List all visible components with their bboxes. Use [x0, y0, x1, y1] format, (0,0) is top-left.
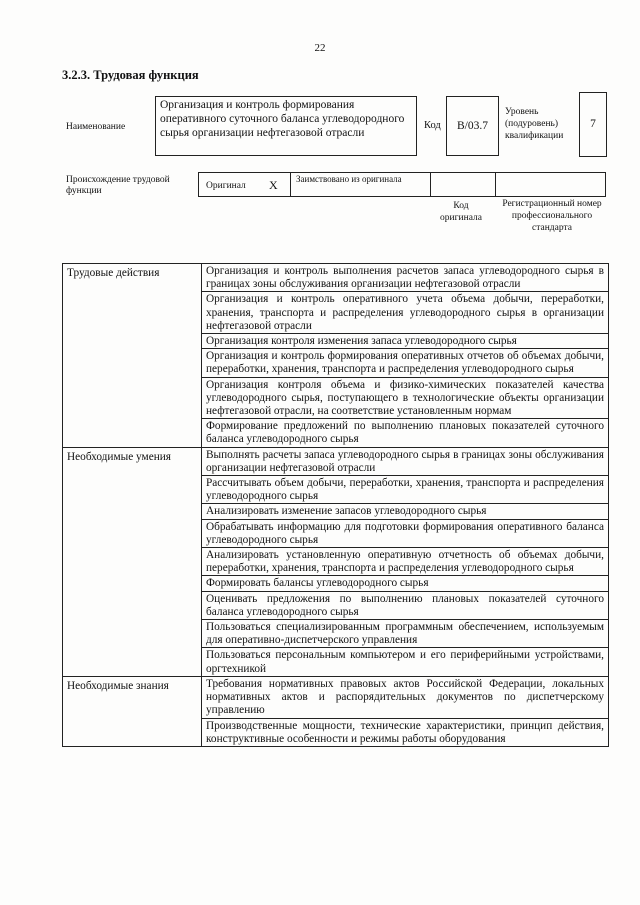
- section-category: Необходимые знания: [63, 676, 202, 746]
- code-label: Код: [424, 120, 441, 131]
- section-item: Обрабатывать информацию для подготовки формирования оперативного баланса углеводородного сырья: [202, 519, 609, 547]
- section-category: Необходимые умения: [63, 447, 202, 676]
- qualification-level-label: Уровень (подуровень) квалификации: [505, 107, 564, 141]
- section-item: Анализировать установленную оперативную отчетность об объемах добычи, переработки, хранения, транспорта и распределения углеводородного сырья: [202, 548, 609, 576]
- original-cell: [199, 173, 291, 196]
- original-mark: X: [269, 178, 278, 192]
- section-item: Пользоваться персональным компьютером и его периферийными устройствами, оргтехникой: [202, 648, 609, 676]
- function-name-value: Организация и контроль формирования оперативного суточного баланса углеводородного сырья организации нефтегазовой отрасли: [155, 96, 417, 156]
- section-item: Организация и контроль формирования оперативных отчетов об объемах добычи, переработки, хранения, транспорта и распределения углеводородного сырья: [202, 349, 609, 377]
- original-label: Оригинал: [206, 181, 246, 191]
- section-item: Организация и контроль выполнения расчетов запаса углеводородного сырья в границах зоны обслуживания организации нефтегазовой отрасли: [202, 264, 609, 292]
- section-item: Организация и контроль оперативного учета объема добычи, переработки, хранения, транспорта и распределения углеводородного сырья в организации нефтегазовой отрасли: [202, 292, 609, 334]
- table-row: [63, 447, 609, 475]
- section-title: 3.2.3. Трудовая функция: [62, 68, 199, 82]
- section-item: Выполнять расчеты запаса углеводородного сырья в границах зоны обслуживания организации нефтегазовой отрасли: [202, 447, 609, 475]
- table-row: [63, 676, 609, 718]
- section-item: Формировать балансы углеводородного сырья: [202, 576, 609, 591]
- function-details-table: [62, 263, 609, 747]
- section-item: Формирование предложений по выполнению плановых показателей суточного баланса углеводородного сырья: [202, 419, 609, 447]
- reg-number-label: Регистрационный номер профессионального стандарта: [502, 199, 602, 233]
- section-item: Анализировать изменение запасов углеводородного сырья: [202, 504, 609, 519]
- section-item: Требования нормативных правовых актов Российской Федерации, локальных нормативных актов и распорядительных документов по диспетчерскому управлению: [202, 676, 609, 718]
- section-item: Организация контроля изменения запаса углеводородного сырья: [202, 334, 609, 349]
- section-category: Трудовые действия: [63, 264, 202, 448]
- borrowed-label: Заимствовано из оригинала: [291, 173, 431, 196]
- section-item: Рассчитывать объем добычи, переработки, хранения, транспорта и распределения углеводородного сырья: [202, 476, 609, 504]
- code-value: В/03.7: [446, 96, 499, 156]
- original-code-label: Код оригинала: [440, 201, 482, 223]
- page-number: 22: [314, 42, 326, 54]
- name-label: Наименование: [66, 122, 126, 132]
- section-item: Производственные мощности, технические характеристики, принцип действия, конструктивные особенности и режимы работы оборудования: [202, 718, 609, 746]
- qualification-level-value: 7: [579, 92, 607, 157]
- blank-cell: [431, 173, 496, 196]
- table-row: [63, 264, 609, 292]
- section-item: Организация контроля объема и физико-химических показателей качества углеводородного сырья, поступающего в технологические объекты организации нефтегазовой отрасли, на соответствие установленным нормам: [202, 377, 609, 419]
- origin-label: Происхождение трудовой функции: [66, 175, 170, 196]
- origin-table: [198, 172, 606, 197]
- section-item: Пользоваться специализированным программным обеспечением, используемым для оперативно-диспетчерского управления: [202, 620, 609, 648]
- section-item: Оценивать предложения по выполнению плановых показателей суточного баланса углеводородного сырья: [202, 591, 609, 619]
